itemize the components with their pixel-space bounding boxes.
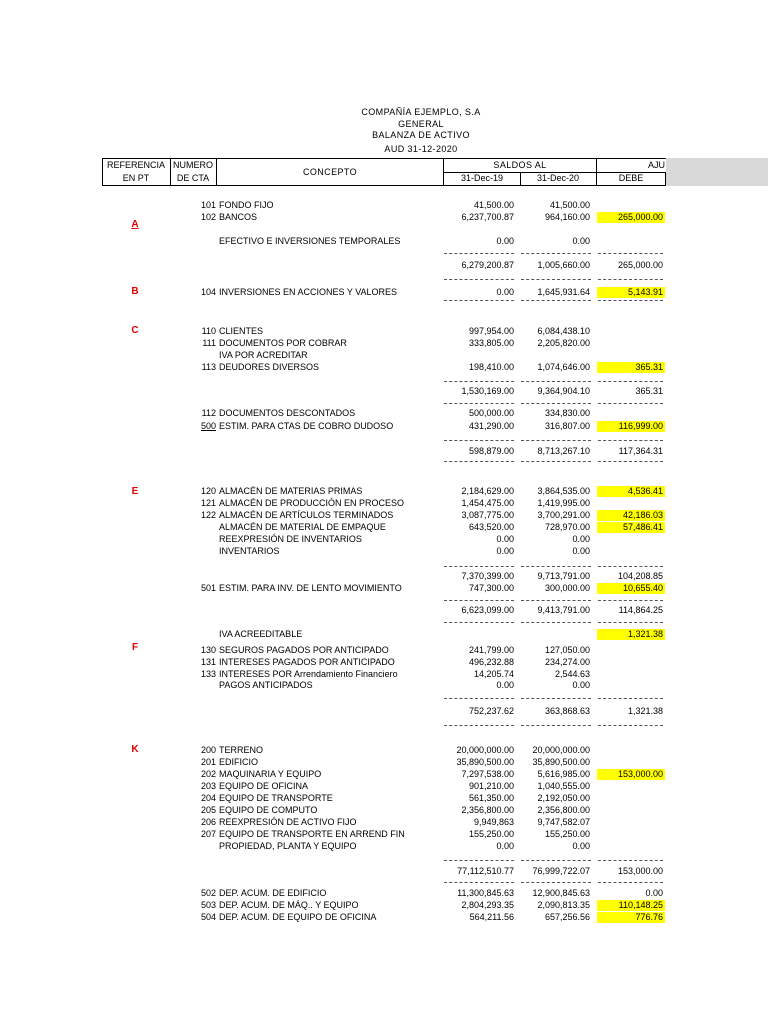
dashed-separator [598,300,663,301]
dashed-separator [521,440,591,441]
account-number: 500 [200,421,216,431]
adjustment-debe: 10,655.40 [622,583,663,593]
account-number: 113 [201,362,216,372]
balance-31-dec-20: 35,890,500.00 [532,757,590,767]
account-concept: TERRENO [219,745,264,755]
balance-31-dec-19: 0.00 [496,546,514,556]
adjustment-debe: 0.00 [645,888,663,898]
account-concept: INTERESES PAGADOS POR ANTICIPADO [219,657,395,667]
dashed-separator [521,882,591,883]
dashed-separator [598,725,663,726]
balance-31-dec-20: 127,050.00 [544,645,590,655]
dashed-separator [521,253,591,254]
account-concept: SEGUROS PAGADOS POR ANTICIPADO [219,645,389,655]
dashed-separator [598,440,663,441]
account-concept: EFECTIVO E INVERSIONES TEMPORALES [219,236,401,246]
dashed-separator [444,461,514,462]
adjustment-debe: 42,186.03 [622,510,663,520]
ref-letter-a: A [131,219,139,230]
dashed-separator [444,725,514,726]
dashed-separator [444,440,514,441]
adjustment-debe: 365.31 [635,386,663,396]
header-referencia: REFERENCIA [106,160,166,170]
account-concept: BANCOS [219,212,258,222]
account-number: 104 [200,287,216,297]
balance-31-dec-19: 0.00 [496,236,514,246]
balance-31-dec-20: 300,000.00 [544,583,590,593]
dashed-separator [598,882,663,883]
account-number: 133 [200,669,216,679]
dashed-separator [598,279,663,280]
account-number: 204 [200,793,216,803]
balance-31-dec-20: 1,419,995.00 [537,498,590,508]
balance-31-dec-20: 728,970.00 [544,522,590,532]
account-concept: DOCUMENTOS POR COBRAR [219,338,347,348]
report-title: BALANZA DE ACTIVO [372,130,470,140]
account-number: 131 [200,657,216,667]
account-concept: ESTIM. PARA INV. DE LENTO MOVIMIENTO [219,583,402,593]
dashed-separator [521,300,591,301]
balance-31-dec-19: 0.00 [496,287,514,297]
balance-31-dec-19: 561,350.00 [468,793,514,803]
balance-31-dec-20: 964,160.00 [544,212,590,222]
balance-31-dec-19: 564,211.56 [469,912,514,922]
dashed-separator [521,725,591,726]
balance-31-dec-20: 657,256.56 [544,912,590,922]
account-concept: ALMACÉN DE MATERIAS PRIMAS [219,486,363,496]
balance-31-dec-20: 9,364,904.10 [537,386,590,396]
dashed-separator [521,381,591,382]
ref-letter-b: B [131,286,139,297]
balance-31-dec-20: 334,830.00 [544,408,590,418]
balance-31-dec-19: 20,000,000.00 [456,745,514,755]
balance-31-dec-19: 901,210.00 [468,781,514,791]
account-number: 202 [200,769,216,779]
account-concept: DEP. ACUM. DE EQUIPO DE OFICINA [219,912,377,922]
balance-31-dec-19: 747,300.00 [468,583,514,593]
adjustment-debe: 776.76 [635,912,663,922]
header-concepto: CONCEPTO [302,167,358,177]
balance-31-dec-19: 752,237.62 [468,706,514,716]
dashed-separator [521,461,591,462]
adjustment-debe: 1,321.38 [627,629,663,639]
balance-31-dec-19: 9,949,863 [473,817,514,827]
balance-31-dec-19: 7,297,538.00 [461,769,514,779]
balance-31-dec-19: 500,000.00 [468,408,514,418]
balance-31-dec-20: 1,645,931.64 [537,287,590,297]
balance-31-dec-20: 0.00 [572,534,590,544]
account-number: 110 [201,326,216,336]
balance-31-dec-19: 997,954.00 [468,326,514,336]
account-concept: DEP. ACUM. DE EDIFICIO [219,888,327,898]
balance-31-dec-20: 2,356,800.00 [537,805,590,815]
dashed-separator [598,698,663,699]
adjustment-debe: 57,486.41 [622,522,663,532]
account-concept: EQUIPO DE TRANSPORTE EN ARREND FIN [219,829,405,839]
report-subtitle: GENERAL [398,119,444,129]
balance-31-dec-19: 11,300,845.63 [457,888,514,898]
account-number: 130 [200,645,216,655]
ref-letter-e: E [131,486,139,497]
account-concept: REEXPRESIÓN DE INVENTARIOS [219,534,362,544]
account-concept: CLIENTES [219,326,264,336]
balance-31-dec-19: 1,454,475.00 [461,498,514,508]
balance-31-dec-20: 1,040,555.00 [537,781,590,791]
header-31-dec-19: 31-Dec-19 [460,173,504,183]
balance-31-dec-19: 2,804,293.35 [461,900,514,910]
balance-31-dec-20: 2,090,813.35 [537,900,590,910]
balance-31-dec-20: 363,868.63 [544,706,590,716]
balance-31-dec-20: 12,900,845.63 [532,888,590,898]
balance-31-dec-20: 3,864,535.00 [537,486,590,496]
account-concept: INTERESES POR Arrendamiento Financiero [219,669,398,679]
balance-31-dec-19: 6,279,200.87 [461,260,514,270]
header-gray-band [666,158,768,186]
balance-31-dec-20: 20,000,000.00 [532,745,590,755]
account-number: 503 [200,900,216,910]
balance-31-dec-19: 7,370,399.00 [461,571,514,581]
ref-letter-k: K [131,744,139,755]
adjustment-debe: 114,864.25 [618,605,663,615]
adjustment-debe: 110,148.25 [618,900,663,910]
account-concept: INVERSIONES EN ACCIONES Y VALORES [219,287,398,297]
dashed-separator [444,381,514,382]
balance-31-dec-19: 77,112,510.77 [457,866,514,876]
account-concept: ALMACÉN DE ARTÍCULOS TERMINADOS [219,510,394,520]
account-number: 111 [202,338,216,348]
adjustment-debe: 5,143.91 [627,287,663,297]
account-number: 101 [200,200,216,210]
balance-31-dec-20: 0.00 [572,236,590,246]
balance-31-dec-19: 14,205.74 [473,669,514,679]
balance-31-dec-20: 1,005,660.00 [537,260,590,270]
balance-31-dec-19: 2,184,629.00 [461,486,514,496]
dashed-separator [598,253,663,254]
account-concept: DEP. ACUM. DE MÁQ.. Y EQUIPO [219,900,359,910]
dashed-separator [521,600,591,601]
account-concept: FONDO FIJO [219,200,274,210]
account-concept: IVA POR ACREDITAR [219,350,308,360]
balance-31-dec-19: 41,500.00 [473,200,514,210]
account-number: 120 [200,486,216,496]
account-number: 501 [200,583,216,593]
account-number: 122 [200,510,216,520]
dashed-separator [598,600,663,601]
account-concept: ALMACÉN DE MATERIAL DE EMPAQUE [219,522,386,532]
balance-31-dec-20: 234,274.00 [544,657,590,667]
dashed-separator [444,698,514,699]
balance-31-dec-20: 76,999,722.07 [532,866,590,876]
header-saldos-al: SALDOS AL [493,160,547,170]
account-concept: PROPIEDAD, PLANTA Y EQUIPO [219,841,357,851]
account-concept: MAQUINARIA Y EQUIPO [219,769,322,779]
balance-31-dec-20: 155,250.00 [544,829,590,839]
balance-31-dec-20: 2,192,050.00 [537,793,590,803]
balance-31-dec-19: 1,530,169.00 [461,386,514,396]
adjustment-debe: 104,208.85 [617,571,663,581]
dashed-separator [521,860,591,861]
header-de-cta: DE CTA [176,173,210,183]
balance-31-dec-20: 316,807.00 [544,421,590,431]
balance-31-dec-20: 9,747,582.07 [537,817,590,827]
balance-31-dec-20: 0.00 [572,546,590,556]
ref-letter-c: C [131,325,139,336]
account-number: 504 [200,912,216,922]
adjustment-debe: 153,000.00 [617,866,663,876]
account-concept: EDIFICIO [219,757,259,767]
account-number: 201 [200,757,216,767]
dashed-separator [444,403,514,404]
balance-31-dec-19: 2,356,800.00 [461,805,514,815]
balance-31-dec-19: 3,087,775.00 [461,510,514,520]
account-concept: EQUIPO DE TRANSPORTE [219,793,333,803]
dashed-separator [444,882,514,883]
balance-31-dec-19: 241,799.00 [468,645,514,655]
balance-31-dec-19: 35,890,500.00 [456,757,514,767]
balance-31-dec-20: 2,205,820.00 [537,338,590,348]
account-number: 207 [200,829,216,839]
account-number: 112 [201,408,216,418]
adjustment-debe: 365.31 [635,362,663,372]
header-debe: DEBE [618,173,644,183]
balance-31-dec-19: 431,290.00 [468,421,514,431]
balance-31-dec-19: 6,623,099.00 [461,605,514,615]
dashed-separator [598,566,663,567]
account-concept: DEUDORES DIVERSOS [219,362,320,372]
dashed-separator [444,300,514,301]
account-concept: PAGOS ANTICIPADOS [219,680,313,690]
balance-31-dec-20: 1,074,646.00 [537,362,590,372]
header-numero: NUMERO [173,160,213,170]
account-number: 502 [200,888,216,898]
balance-31-dec-20: 9,713,791.00 [537,571,590,581]
balance-31-dec-19: 333,805.00 [468,338,514,348]
dashed-separator [521,698,591,699]
dashed-separator [521,403,591,404]
account-number: 121 [200,498,216,508]
balance-31-dec-20: 5,616,985.00 [537,769,590,779]
dashed-separator [444,566,514,567]
account-concept: REEXPRESIÓN DE ACTIVO FIJO [219,817,357,827]
account-concept: DOCUMENTOS DESCONTADOS [219,408,356,418]
balance-31-dec-19: 155,250.00 [468,829,514,839]
adjustment-debe: 265,000.00 [617,212,663,222]
report-date: AUD 31-12-2020 [384,144,458,154]
balance-31-dec-20: 8,713,267.10 [537,446,590,456]
account-number: 203 [200,781,216,791]
balance-31-dec-20: 0.00 [572,841,590,851]
account-concept: ESTIM. PARA CTAS DE COBRO DUDOSO [219,421,394,431]
balance-31-dec-20: 9,413,791.00 [537,605,590,615]
adjustment-debe: 265,000.00 [617,260,663,270]
balance-31-dec-19: 643,520.00 [468,522,514,532]
dashed-separator [598,461,663,462]
balance-31-dec-20: 0.00 [572,680,590,690]
account-concept: IVA ACREEDITABLE [219,629,303,639]
account-concept: INVENTARIOS [219,546,280,556]
header-aju: AJU [648,160,666,170]
dashed-separator [444,600,514,601]
dashed-separator [444,860,514,861]
dashed-separator [598,860,663,861]
account-number: 102 [200,212,216,222]
balance-31-dec-20: 2,544.63 [554,669,590,679]
dashed-separator [598,403,663,404]
balance-31-dec-19: 496,232.88 [468,657,514,667]
balance-31-dec-19: 6,237,700.87 [461,212,514,222]
balance-31-dec-20: 3,700,291.00 [537,510,590,520]
ref-letter-f: F [131,642,139,653]
balance-31-dec-19: 0.00 [496,534,514,544]
dashed-separator [521,622,591,623]
balance-31-dec-19: 198,410.00 [468,362,514,372]
account-concept: ALMACÉN DE PRODUCCIÓN EN PROCESO [219,498,405,508]
dashed-separator [598,381,663,382]
balance-31-dec-20: 41,500.00 [549,200,590,210]
dashed-separator [444,622,514,623]
dashed-separator [521,279,591,280]
adjustment-debe: 116,999.00 [618,421,663,431]
balance-31-dec-20: 6,084,438.10 [537,326,590,336]
header-31-dec-20: 31-Dec-20 [536,173,580,183]
header-en-pt: EN PT [122,173,150,183]
balance-31-dec-19: 0.00 [496,841,514,851]
adjustment-debe: 153,000.00 [617,769,663,779]
account-number: 200 [200,745,216,755]
account-concept: EQUIPO DE OFICINA [219,781,309,791]
account-number: 205 [200,805,216,815]
balance-31-dec-19: 598,879.00 [468,446,514,456]
balance-31-dec-19: 0.00 [496,680,514,690]
account-concept: EQUIPO DE COMPUTO [219,805,318,815]
adjustment-debe: 117,364.31 [618,446,663,456]
dashed-separator [521,566,591,567]
dashed-separator [598,622,663,623]
dashed-separator [444,279,514,280]
account-number: 206 [200,817,216,827]
adjustment-debe: 1,321.38 [627,706,663,716]
adjustment-debe: 4,536.41 [627,486,663,496]
dashed-separator [444,253,514,254]
company-name: COMPAÑÍA EJEMPLO, S.A [361,107,481,117]
